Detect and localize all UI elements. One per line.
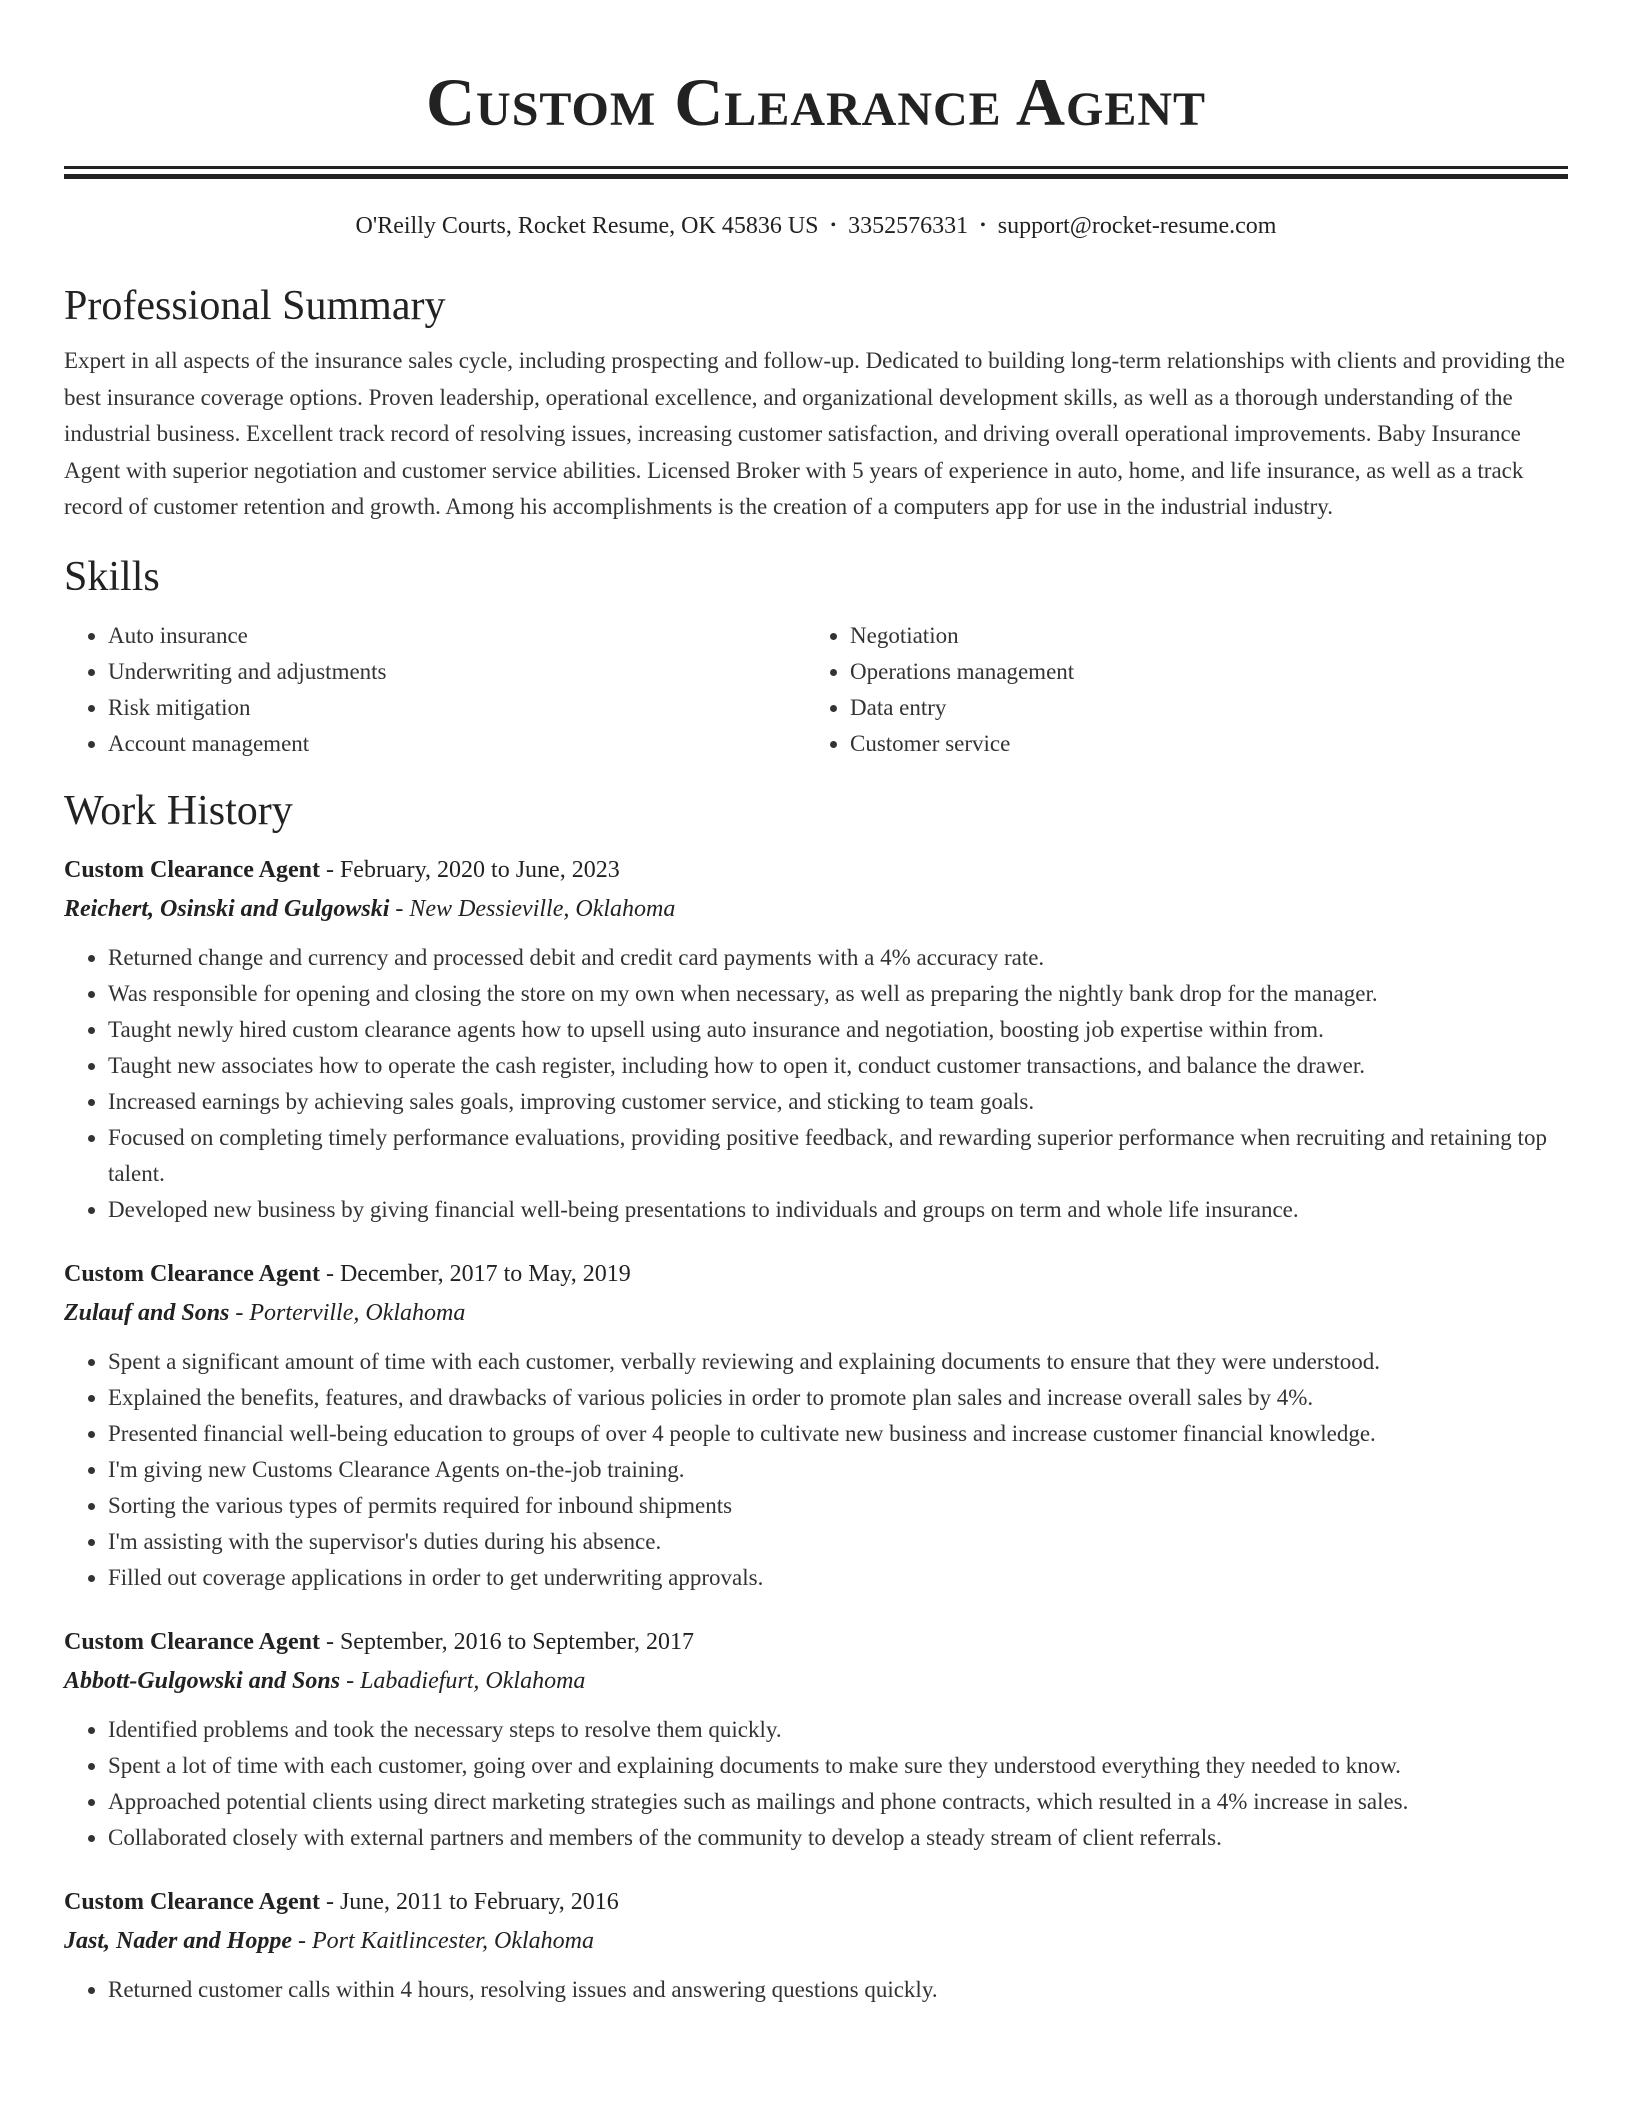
- job-location: - Port Kaitlincester, Oklahoma: [292, 1927, 594, 1954]
- job-entry: [64, 1882, 1568, 2008]
- job-company: Reichert, Osinski and Gulgowski: [64, 895, 390, 922]
- job-company-line: [64, 890, 1568, 928]
- job-bullet: • Identified problems and took the necessary steps to resolve them quickly.: [108, 1712, 1568, 1748]
- contact-phone: 3352576331: [848, 213, 969, 239]
- job-bullet: • Focused on completing timely performance evaluations, providing positive feedback, and rewarding superior performance when recruiting and retaining top talent.: [108, 1120, 1568, 1192]
- job-dates: - February, 2020 to June, 2023: [319, 856, 620, 883]
- job-bullets: [64, 1972, 1568, 2008]
- job-dates: - September, 2016 to September, 2017: [319, 1628, 694, 1655]
- skill-item: • Risk mitigation: [108, 690, 806, 726]
- job-bullets: [64, 1712, 1568, 1856]
- contact-separator: •: [980, 217, 986, 234]
- job-company: Zulauf and Sons: [64, 1299, 230, 1326]
- job-bullet: • Filled out coverage applications in order to get underwriting approvals.: [108, 1560, 1568, 1596]
- job-company-line: [64, 1922, 1568, 1960]
- job-bullet: • I'm assisting with the supervisor's duties during his absence.: [108, 1524, 1568, 1560]
- skills-heading: Skills: [64, 553, 160, 600]
- title-divider-top: [64, 166, 1568, 169]
- resume-page: [64, 0, 1568, 2008]
- skill-item: • Customer service: [850, 726, 1548, 762]
- job-header: [64, 1882, 1568, 1922]
- skill-item: • Auto insurance: [108, 618, 806, 654]
- job-header: [64, 850, 1568, 890]
- job-bullet: • Presented financial well-being education to groups of over 4 people to cultivate new business and increase customer financial knowledge.: [108, 1416, 1568, 1452]
- job-bullets: [64, 1344, 1568, 1596]
- job-header: [64, 1622, 1568, 1662]
- title-divider-bottom: [64, 174, 1568, 179]
- job-bullet: • Taught new associates how to operate the cash register, including how to open it, conduct customer transactions, and balance the drawer.: [108, 1048, 1568, 1084]
- resume-title: Custom Clearance Agent: [425, 64, 1207, 140]
- job-bullet: • Returned customer calls within 4 hours, resolving issues and answering questions quickly.: [108, 1972, 1568, 2008]
- job-entry: [64, 1622, 1568, 1856]
- job-role: Custom Clearance Agent: [64, 1628, 320, 1655]
- job-role: Custom Clearance Agent: [64, 1888, 320, 1915]
- job-bullet: • Taught newly hired custom clearance agents how to upsell using auto insurance and negotiation, boosting job expertise within from.: [108, 1012, 1568, 1048]
- summary-text: Expert in all aspects of the insurance sales cycle, including prospecting and follow-up. Dedicated to building long-term relationships with clients and providing the best insurance coverage options. Proven leadership, operational excellence, and organizational development skills, as well as a thorough understanding of the industrial business. Excellent track record of resolving issues, increasing customer satisfaction, and driving overall operational improvements. Baby Insurance Agent with superior negotiation and customer service abilities. Licensed Broker with 5 years of experience in auto, home, and life insurance, as well as a track record of customer retention and growth. Among his accomplishments is the creation of a computers app for use in the industrial industry.: [64, 348, 1566, 519]
- job-dates: - December, 2017 to May, 2019: [319, 1260, 631, 1287]
- job-bullet: • Explained the benefits, features, and drawbacks of various policies in order to promote plan sales and increase overall sales by 4%.: [108, 1380, 1568, 1416]
- contact-address: O'Reilly Courts, Rocket Resume, OK 45836 US: [355, 213, 819, 239]
- contact-separator: •: [830, 217, 837, 234]
- job-bullet: • I'm giving new Customs Clearance Agents on-the-job training.: [108, 1452, 1568, 1488]
- job-bullet: • Sorting the various types of permits required for inbound shipments: [108, 1488, 1568, 1524]
- job-bullet: • Returned change and currency and processed debit and credit card payments with a 4% accuracy rate.: [108, 940, 1568, 976]
- job-bullets: [64, 940, 1568, 1228]
- job-location: - New Dessieville, Oklahoma: [389, 895, 676, 922]
- job-company-line: [64, 1662, 1568, 1700]
- job-bullet: • Increased earnings by achieving sales goals, improving customer service, and sticking to team goals.: [108, 1084, 1568, 1120]
- job-bullet: • Spent a lot of time with each customer, going over and explaining documents to make sure they understood everything they needed to know.: [108, 1748, 1568, 1784]
- job-location: - Labadiefurt, Oklahoma: [340, 1667, 586, 1694]
- job-company: Jast, Nader and Hoppe: [64, 1927, 292, 1954]
- skill-item: • Operations management: [850, 654, 1548, 690]
- skill-item: • Negotiation: [850, 618, 1548, 654]
- job-header: [64, 1254, 1568, 1294]
- skills-column-right: [806, 618, 1548, 762]
- skill-item: • Account management: [108, 726, 806, 762]
- job-entry: [64, 1254, 1568, 1596]
- job-bullet: • Developed new business by giving financial well-being presentations to individuals and groups on term and whole life insurance.: [108, 1192, 1568, 1228]
- job-role: Custom Clearance Agent: [64, 1260, 320, 1287]
- skills-column-left: [64, 618, 806, 762]
- summary-heading: Professional Summary: [64, 283, 446, 329]
- job-role: Custom Clearance Agent: [64, 856, 320, 883]
- skills-list: [64, 618, 1568, 762]
- job-entry: [64, 850, 1568, 1228]
- job-company: Abbott-Gulgowski and Sons: [64, 1667, 341, 1694]
- contact-line: [64, 211, 1568, 241]
- job-bullet: • Approached potential clients using direct marketing strategies such as mailings and phone contracts, which resulted in a 4% increase in sales.: [108, 1784, 1568, 1820]
- contact-email: support@rocket-resume.com: [997, 213, 1277, 239]
- job-bullet: • Spent a significant amount of time with each customer, verbally reviewing and explaining documents to ensure that they were understood.: [108, 1344, 1568, 1380]
- job-bullet: • Collaborated closely with external partners and members of the community to develop a steady stream of client referrals.: [108, 1820, 1568, 1856]
- skill-item: • Underwriting and adjustments: [108, 654, 806, 690]
- job-bullet: • Was responsible for opening and closing the store on my own when necessary, as well as preparing the nightly bank drop for the manager.: [108, 976, 1568, 1012]
- skill-item: • Data entry: [850, 690, 1548, 726]
- job-company-line: [64, 1294, 1568, 1332]
- work-history-heading: Work History: [64, 787, 293, 834]
- job-location: - Porterville, Oklahoma: [229, 1299, 466, 1326]
- job-dates: - June, 2011 to February, 2016: [319, 1888, 619, 1915]
